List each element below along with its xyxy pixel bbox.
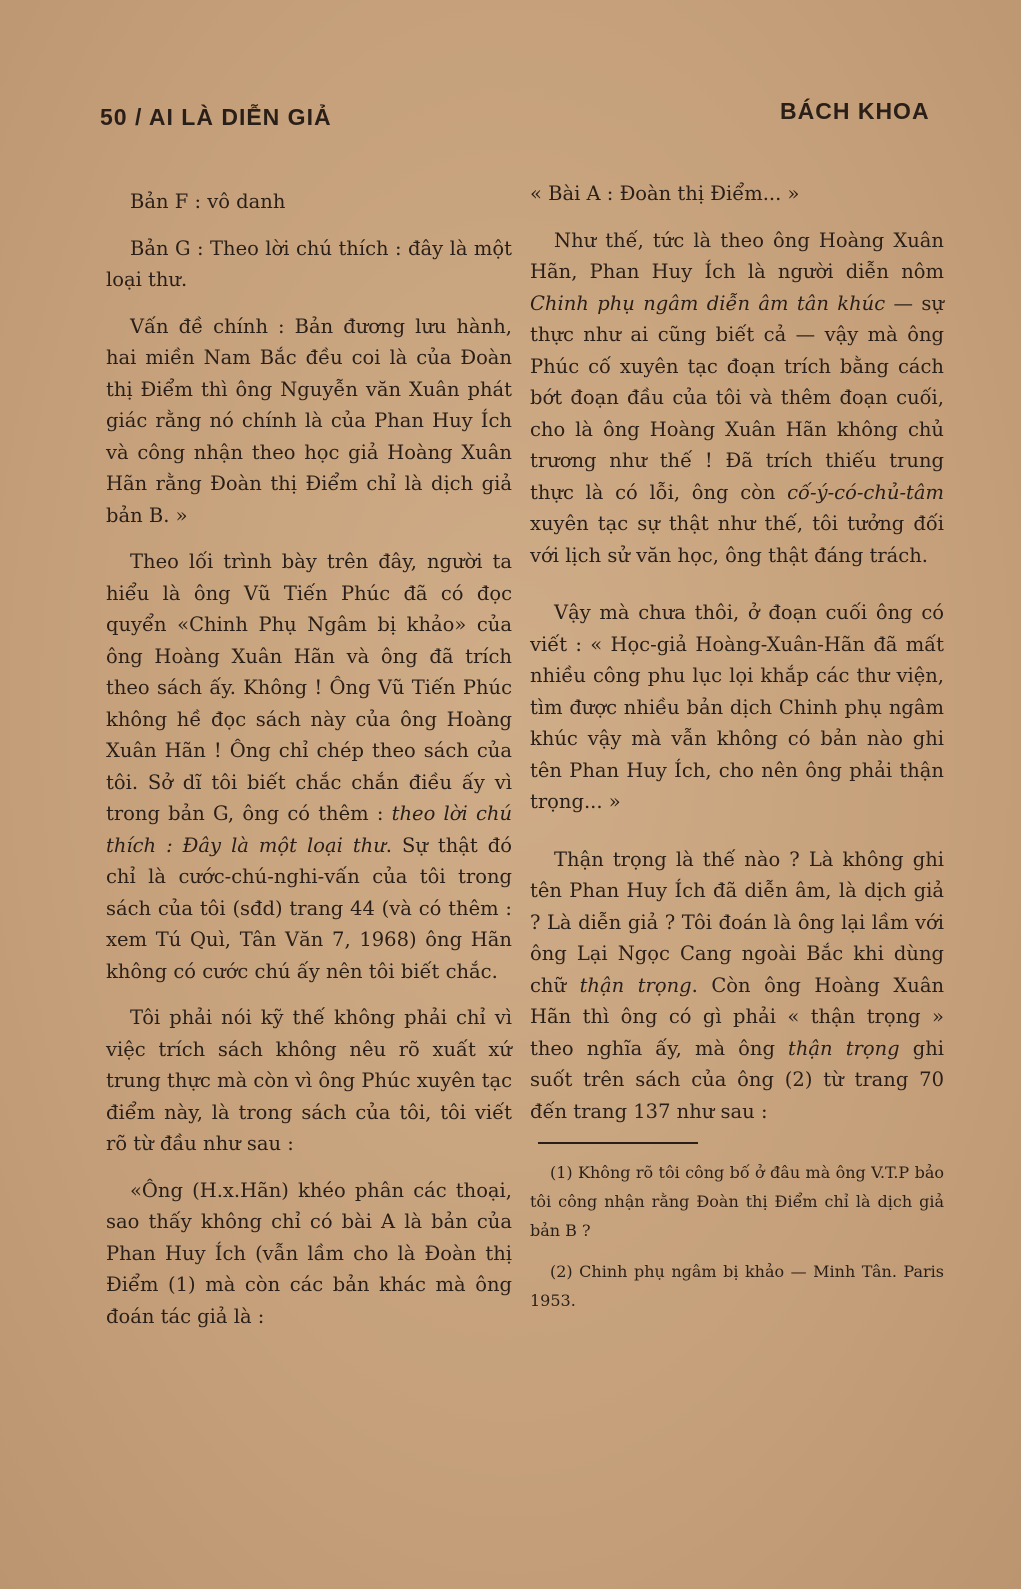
text-run: . Còn ông Hoàng Xuân Hãn thì ông có gì phải « thận trọng » theo nghĩa ấy, mà ông (530, 973, 945, 1060)
paragraph: Tôi phải nói kỹ thế không phải chỉ vì việc trích sách không nêu rõ xuất xứ trung thực mà còn vì ông Phúc xuyên tạc điểm này, là trong sách của tôi, tôi viết rõ từ đầu như sau : (106, 1006, 512, 1155)
text-run: Theo lối trình bày trên đây, người ta hiểu là ông Vũ Tiến Phúc đã có đọc quyển «Chinh Phụ Ngâm bị khảo» của ông Hoàng Xuân Hãn và ông đã trích theo sách ấy. Không ! Ông Vũ Tiến Phúc không hề đọc sách này của ông Hoàng Xuân Hãn ! Ông chỉ chép theo sách của tôi. Sở dĩ tôi biết chắc chắn điều ấy vì trong bản G, ông có thêm : (106, 550, 512, 825)
text-run: Thận trọng là thế nào ? Là không ghi tên Phan Huy Ích đã diễn âm, là dịch giả ? Là diễn giả ? Tôi đoán là ông lại lầm với ông Lại Ngọc Cang ngoài Bắc khi dùng chữ (530, 847, 944, 997)
italic-quote: theo lời chú thích : Đây là một loại thư (106, 802, 512, 857)
italic-emphasis: thận trọng (788, 1036, 900, 1060)
footnote-2: (2) Chinh phụ ngâm bị khảo — Minh Tân. Paris 1953. (530, 1262, 944, 1310)
paragraph: «Ông (H.x.Hãn) khéo phân các thoại, sao thấy không chỉ có bài A là bản của Phan Huy Ích (vẫn lầm cho là Đoàn thị Điểm (1) mà còn các bản khác mà ông đoán tác giả là : (106, 1178, 512, 1328)
right-column (530, 178, 944, 1327)
text-run: xuyên tạc sự thật như thế, tôi tưởng đối với lịch sử văn học, ông thật đáng trách. (530, 512, 944, 567)
text-run: Như thế, tức là theo ông Hoàng Xuân Hãn, Phan Huy Ích là người diễn nôm (530, 228, 944, 283)
paragraph (530, 844, 944, 1128)
italic-emphasis: thận trọng (579, 973, 692, 997)
magazine-title: BÁCH KHOA (780, 98, 930, 124)
paragraph: Bản F : vô danh (130, 190, 286, 213)
running-header: 50 / AI LÀ DIỄN GIẢ (100, 104, 332, 130)
paragraph: Bản G : Theo lời chú thích : đây là một loại thư. (106, 236, 512, 291)
paragraph: Vấn đề chính : Bản đương lưu hành, hai miền Nam Bắc đều coi là của Đoàn thị Điểm thì ông Nguyễn văn Xuân phát giác rằng nó chính là của Phan Huy Ích và công nhận theo học giả Hoàng Xuân Hãn rằng Đoàn thị Điểm chỉ là dịch giả bản B. » (106, 314, 512, 527)
paragraph: « Bài A : Đoàn thị Điểm... » (530, 182, 800, 205)
italic-emphasis: cố-ý-có-chủ-tâm (787, 480, 944, 504)
paragraph: Vậy mà chưa thôi, ở đoạn cuối ông có viết : « Học-giả Hoàng-Xuân-Hãn đã mất nhiều công phu lục lọi khắp các thư viện, tìm được nhiều bản dịch Chinh phụ ngâm khúc vậy mà vẫn không có bản nào ghi tên Phan Huy Ích, cho nên ông phải thận trọng... » (530, 601, 944, 813)
paragraph (106, 546, 512, 987)
left-column (106, 186, 512, 1347)
text-run: ghi suốt trên sách của ông (2) từ trang 70 đến trang 137 như sau : (530, 1036, 945, 1123)
footnote-divider (538, 1142, 698, 1144)
footnote-1: (1) Không rõ tôi công bố ở đâu mà ông V.T.P bảo tôi công nhận rằng Đoàn thị Điểm chỉ là dịch giả bản B ? (530, 1163, 944, 1240)
text-run: . Sự thật đó chỉ là cước-chú-nghi-vấn của tôi trong sách của tôi (sđd) trang 44 (và có thêm : xem Tú Quì, Tân Văn 7, 1968) ông Hãn không có cước chú ấy nên tôi biết chắc. (106, 833, 512, 983)
italic-title: Chinh phụ ngâm diễn âm tân khúc (530, 291, 886, 315)
paragraph (530, 225, 944, 572)
text-run: — sự thực như ai cũng biết cả — vậy mà ông Phúc cố xuyên tạc đoạn trích bằng cách bớt đoạn đầu của tôi và thêm đoạn cuối, cho là ông Hoàng Xuân Hãn không chủ trương như thế ! Đã trích thiếu trung thực là có lỗi, ông còn (530, 291, 944, 504)
